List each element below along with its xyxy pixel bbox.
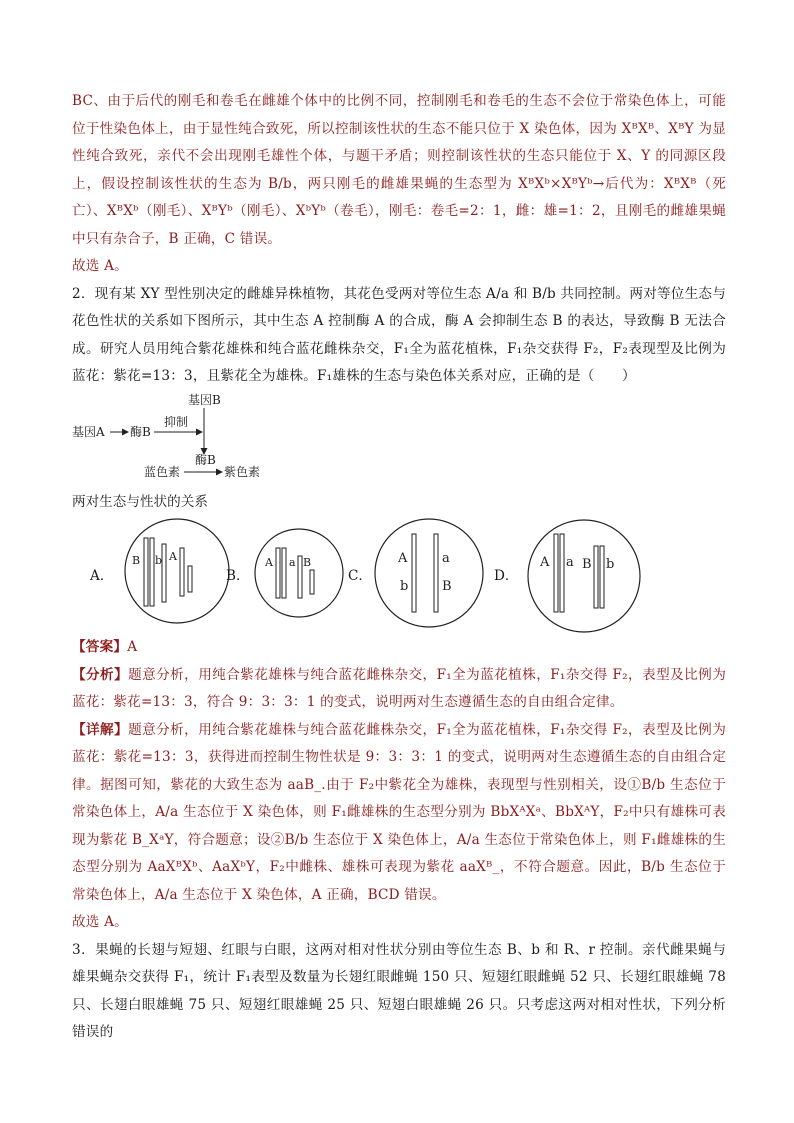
option-c-label: C． <box>348 568 372 584</box>
option-b-allele-1: A <box>265 556 273 569</box>
option-b-label: B． <box>226 568 250 584</box>
question-3-stem: 3．果蝇的长翅与短翅、红眼与白眼，这两对相对性状分别由等位生态 B、b 和 R、r 控制。亲代雌果蝇与雄果蝇杂交获得 F₁，统计 F₁表型及数量为长翅红眼雌蝇 150 只、短翅红眼雌蝇 52 只、长翅红眼雄蝇 78 只、长翅白眼雄蝇 75 只、短翅红眼雄蝇 25 只、短翅白眼雄蝇 26 只。只考虑这两对相对性状，下列分析错误的 <box>72 941 726 1040</box>
answer-label: 【答案】 <box>72 639 128 655</box>
diagram-caption: 两对生态与性状的关系 <box>72 494 208 510</box>
answer-value: A <box>127 639 138 655</box>
option-a-diagram <box>122 516 232 626</box>
option-d-allele-3: B <box>582 557 592 572</box>
option-b-allele-3: B <box>303 556 312 569</box>
pathway-diagram <box>72 392 292 480</box>
blue-pigment-label: 蓝色素 <box>144 465 181 479</box>
option-a-label: A． <box>90 568 114 584</box>
enzyme-a-label: 酶B <box>130 425 151 439</box>
option-d-diagram <box>524 516 644 636</box>
answer-options <box>72 516 726 636</box>
option-a-allele-2: b <box>155 554 163 567</box>
enzyme-b-label: 酶B <box>195 453 216 467</box>
option-d-allele-2: a <box>566 555 574 570</box>
answer-block <box>72 634 726 1047</box>
analysis-label: 【分析】 <box>72 666 129 683</box>
inhibit-label: 抑制 <box>164 415 189 429</box>
analysis-text: 题意分析，用纯合紫花雄株与纯合蓝花雌株杂交，F₁全为蓝花植株，F₁杂交得 F₂，表型及比例为蓝花：紫花=13：3，符合 9：3：3：1 的变式，说明两对生态遵循生态的自由组合定律。 <box>72 666 726 710</box>
option-b-allele-2: a <box>289 556 296 569</box>
analysis-paragraph <box>72 662 726 717</box>
page-body <box>72 88 726 391</box>
detail-text: 题意分析，用纯合紫花雄株与纯合蓝花雌株杂交，F₁全为蓝花植株，F₁杂交得 F₂，表型及比例为蓝花：紫花=13：3，获得进而控制生物性状是 9：3：3：1 的变式，说明两对生态遵循生态的自由组合定律。据图可知，紫花的大致生态为 aaB_.由于 F₂中紫花全为雄株，表现型与性别相关，设①B/b 生态位于常染色体上，A/a 生态位于 X 染色体，则 F₁雌雄株的生态型分别为 BbXᴬXᵃ、BbXᴬY，F₂中只有雄株可表现为紫花 B_XᵃY，符合题意；设②B/b 生态位于 X 染色体上，A/a 生态位于常染色体上，则 F₁雌雄株的生态型分别为 AaXᴮXᵇ、AaXᵇY，F₂中雌株、雄株可表现为紫花 aaXᴮ_，不符合题意。因此，B/b 生态位于常染色体上，A/a 生态位于 X 染色体，A 正确，BCD 错误。 <box>72 721 726 903</box>
option-d-label: D． <box>494 568 519 584</box>
purple-pigment-label: 紫色素 <box>224 465 261 479</box>
option-c-allele-3: a <box>442 551 450 566</box>
conclusion-line: 故选 A。 <box>72 258 128 274</box>
gene-a-label: 基因A <box>72 425 105 439</box>
option-c-allele-2: b <box>400 579 409 594</box>
option-d-allele-1: A <box>540 555 550 570</box>
option-b-diagram <box>252 526 346 620</box>
answer-line <box>72 634 726 662</box>
explanation-paragraph: BC、由于后代的刚毛和卷毛在雌雄个体中的比例不同，控制刚毛和卷毛的生态不会位于常染色体上，可能位于性染色体上，由于显性纯合致死，所以控制该性状的生态不能只位于 X 染色体，因为 XᴮXᴮ、XᴮY 为显性纯合致死，亲代不会出现刚毛雄性个体，与题干矛盾；则控制该性状的生态只能位于 X、Y 的同源区段上，假设控制该性状的生态为 B/b，两只刚毛的雌雄果蝇的生态型为 XᴮXᵇ×XᴮYᵇ→后代为：XᴮXᴮ（死亡）、XᴮXᵇ（刚毛）、XᴮYᵇ（刚毛）、XᵇYᵇ（卷毛），刚毛：卷毛=2：1，雌：雄=1：2，且刚毛的雌雄果蝇中只有杂合子，B 正确，C 错误。 <box>72 93 726 247</box>
option-c-diagram <box>372 516 486 630</box>
option-c-allele-1: A <box>398 551 408 566</box>
detail-label: 【详解】 <box>72 721 129 738</box>
option-d-allele-4: b <box>606 557 615 572</box>
option-a-allele-3: A <box>169 550 177 563</box>
detail-paragraph <box>72 717 726 910</box>
option-a-allele-1: B <box>132 554 141 567</box>
question-2-stem: 2．现有某 XY 型性别决定的雌雄异株植物，其花色受两对等位生态 A/a 和 B/b 共同控制。两对等位生态与花色性状的关系如下图所示，其中生态 A 控制酶 A 的合成，酶 A 会抑制生态 B 的表达，导致酶 B 无法合成。研究人员用纯合紫花雄株和纯合蓝花雌株杂交，F₁全为蓝花植株，F₁杂交获得 F₂，F₂表现型及比例为蓝花：紫花=13：3，且紫花全为雄株。F₁雄株的生态与染色体关系对应，正确的是（ ） <box>72 285 726 384</box>
option-c-allele-4: B <box>442 579 452 594</box>
answer-conclusion: 故选 A。 <box>72 914 128 930</box>
gene-b-label: 基因B <box>188 393 221 407</box>
pathway-svg <box>72 392 292 480</box>
